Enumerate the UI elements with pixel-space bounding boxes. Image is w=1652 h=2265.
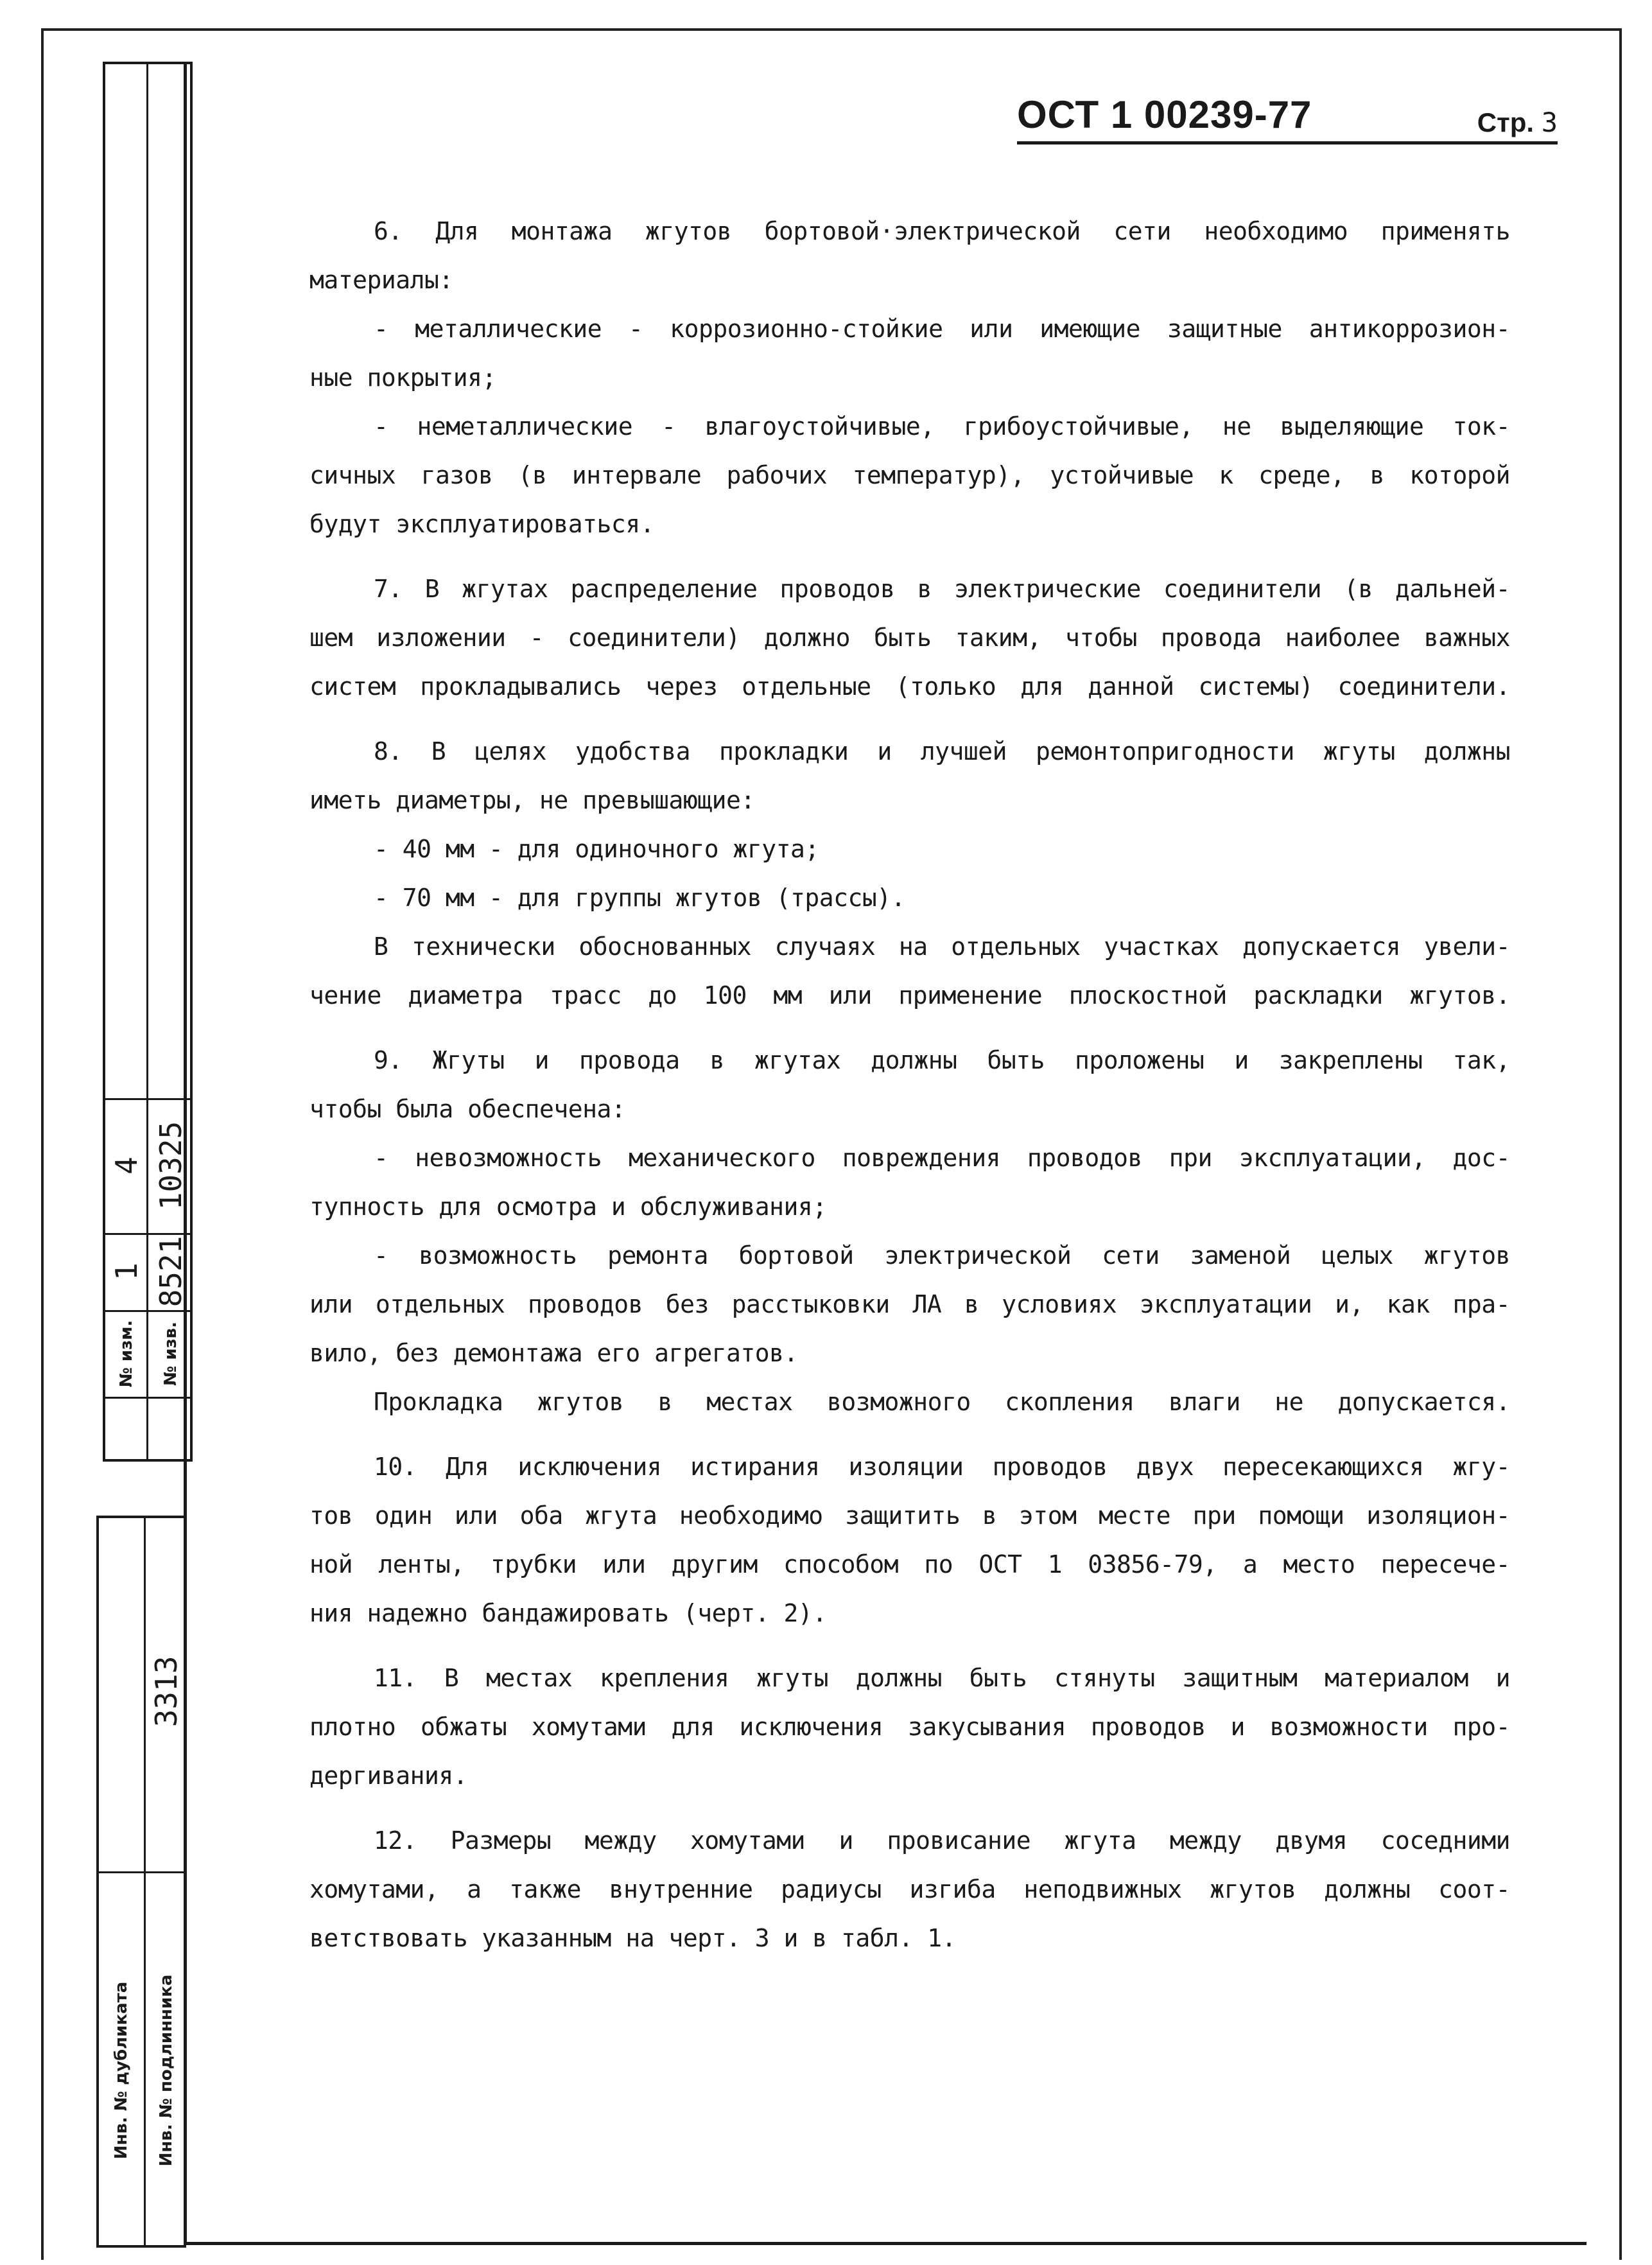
document-code: ОСТ 1 00239-77 (1017, 93, 1312, 136)
change-number: 4 (109, 1157, 144, 1175)
original-inventory-number: 3313 (149, 1656, 184, 1727)
text-line: тупность для осмотра и обслуживания; (309, 1193, 827, 1221)
paragraph-9-item-repair (309, 1231, 1510, 1377)
change-number-label: № изм. (117, 1320, 136, 1388)
inventory-stamp (96, 1516, 186, 2248)
paragraph-7 (309, 564, 1510, 711)
paragraph-8 (309, 727, 1510, 825)
text-line: ные покрытия; (309, 363, 496, 392)
text-line: шем изложении - соединители) должно быть таким, чтобы провода наиболее важных (309, 624, 1510, 652)
original-inventory-label: Инв. № подлинника (157, 1974, 176, 2167)
page-label (1477, 107, 1558, 138)
text-line: - возможность ремонта бортовой электрической сети заменой целых жгутов (374, 1241, 1510, 1270)
text-line: иметь диаметры, не превышающие: (309, 786, 755, 814)
text-line: 7. В жгутах распределение проводов в электрические соединители (в дальней- (374, 575, 1510, 603)
page-number: 3 (1541, 107, 1558, 138)
text-line: чение диаметра трасс до 100 мм или применение плоскостной раскладки жгутов. (309, 981, 1510, 1010)
notice-number-label: № изв. (161, 1322, 180, 1386)
text-line: тов один или оба жгута необходимо защитить в этом месте при помощи изоляцион- (309, 1501, 1510, 1530)
text-line: чтобы была обеспечена: (309, 1095, 626, 1123)
change-log-stamp (103, 62, 193, 1462)
paragraph-9-note (309, 1377, 1510, 1426)
paragraph-8-note (309, 922, 1510, 1020)
text-line: - металлические - коррозионно-стойкие или имеющие защитные антикоррозион- (374, 315, 1510, 343)
text-line: В технически обоснованных случаях на отдельных участках допускается увели- (374, 932, 1510, 961)
paragraph-6-item-nonmetal (309, 402, 1510, 548)
text-line: дергивания. (309, 1762, 468, 1790)
text-line: 6. Для монтажа жгутов бортовой·электрической сети необходимо применять (374, 217, 1510, 245)
text-line: ветствовать указанным на черт. 3 и в табл. 1. (309, 1924, 957, 1952)
text-line: сичных газов (в интервале рабочих температур), устойчивые к среде, в которой (309, 461, 1510, 489)
text-line: материалы: (309, 266, 453, 294)
text-line: Прокладка жгутов в местах возможного скопления влаги не допускается. (374, 1388, 1510, 1416)
page-label-text: Стр. (1477, 107, 1535, 137)
text-line: ной ленты, трубки или другим способом по ОСТ 1 03856-79, а место пересече- (309, 1550, 1510, 1579)
text-line: - 40 мм - для одиночного жгута; (374, 835, 819, 863)
paragraph-6 (309, 207, 1510, 304)
paragraph-8-item-single (309, 825, 1510, 873)
header-rule (1017, 141, 1558, 144)
text-line: вило, без демонтажа его агрегатов. (309, 1339, 798, 1367)
duplicate-inventory-label: Инв. № дубликата (112, 1981, 131, 2160)
text-line: - неметаллические - влагоустойчивые, грибоустойчивые, не выделяющие ток- (374, 412, 1510, 441)
text-line: систем прокладывались через отдельные (только для данной системы) соединители. (309, 672, 1510, 701)
paragraph-8-item-group (309, 873, 1510, 922)
change-number: 1 (109, 1263, 144, 1281)
text-line: ния надежно бандажировать (черт. 2). (309, 1599, 827, 1627)
notice-number: 10325 (153, 1121, 188, 1211)
text-line: 8. В целях удобства прокладки и лучшей ремонтопригодности жгуты должны (374, 737, 1510, 765)
text-line: будут эксплуатироваться. (309, 510, 655, 538)
document-header (1017, 87, 1558, 145)
paragraph-6-item-metal (309, 304, 1510, 402)
text-line: 12. Размеры между хомутами и провисание жгута между двумя соседними (374, 1826, 1510, 1855)
paragraph-9-item-damage (309, 1133, 1510, 1231)
text-line: плотно обжаты хомутами для исключения закусывания проводов и возможности про- (309, 1713, 1510, 1741)
paragraph-9 (309, 1036, 1510, 1133)
text-line: 10. Для исключения истирания изоляции проводов двух пересекающихся жгу- (374, 1453, 1510, 1481)
text-line: - невозможность механического повреждения проводов при эксплуатации, дос- (374, 1144, 1510, 1172)
text-line: хомутами, а также внутренние радиусы изгиба неподвижных жгутов должны соот- (309, 1875, 1510, 1903)
document-body (309, 207, 1510, 1963)
paragraph-12 (309, 1816, 1510, 1963)
text-line: - 70 мм - для группы жгутов (трассы). (374, 884, 905, 912)
paragraph-10 (309, 1442, 1510, 1638)
text-line: или отдельных проводов без расстыковки ЛА в условиях эксплуатации и, как пра- (309, 1290, 1510, 1318)
text-line: 9. Жгуты и провода в жгутах должны быть проложены и закреплены так, (374, 1046, 1510, 1074)
paragraph-11 (309, 1654, 1510, 1800)
text-line: 11. В местах крепления жгуты должны быть стянуты защитным материалом и (374, 1664, 1510, 1692)
notice-number: 8521 (153, 1236, 188, 1307)
